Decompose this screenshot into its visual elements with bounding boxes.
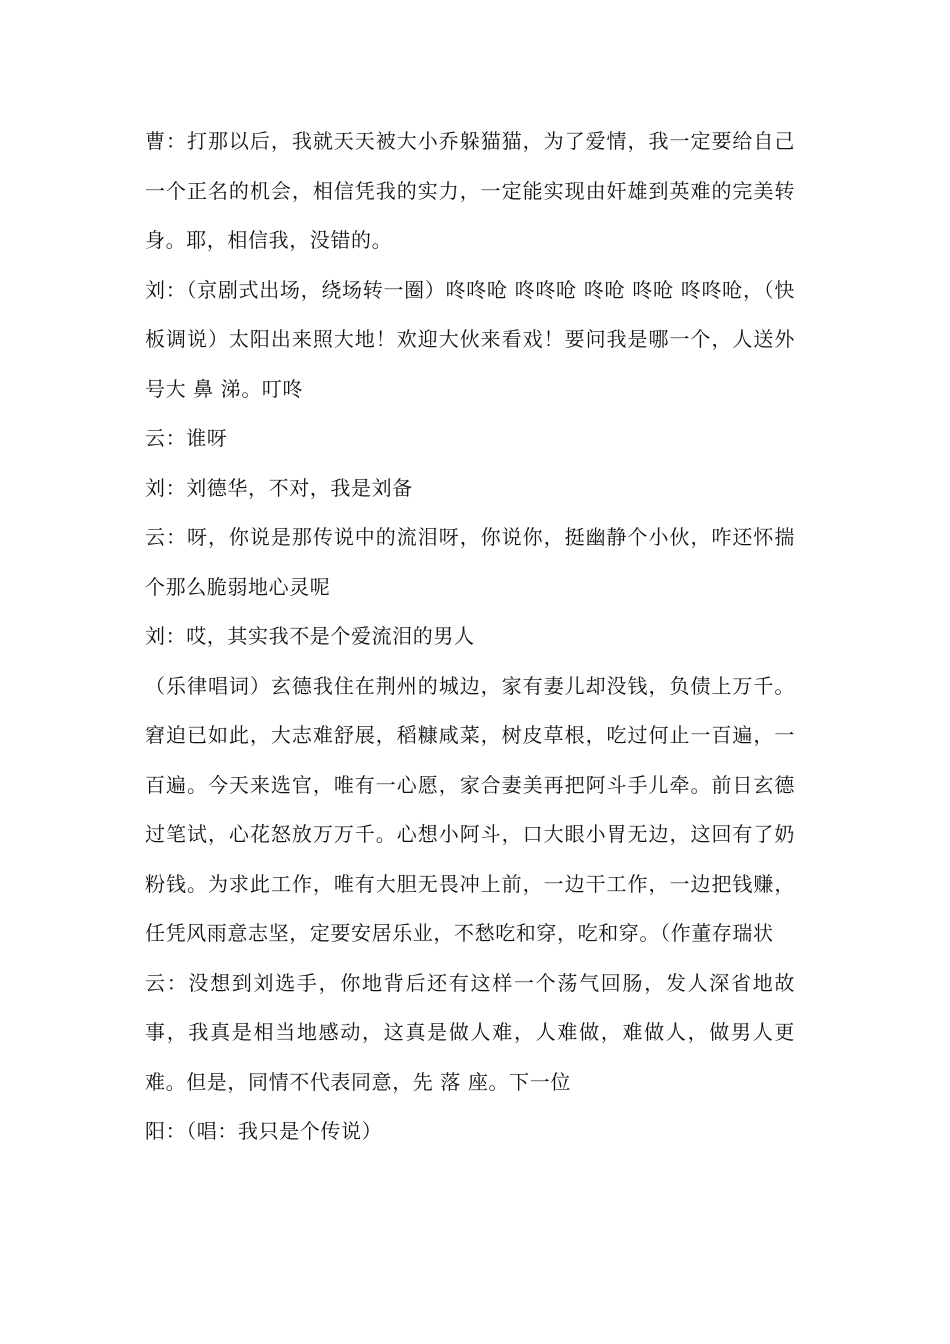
- line-yang-1: 阳：（唱：我只是个传说）: [145, 1119, 383, 1143]
- line-liu-3: 刘：哎，其实我不是个爱流泪的男人: [145, 624, 475, 648]
- line-liu-1: 刘：（京剧式出场，绕场转一圈）咚咚呛 咚咚呛 咚呛 咚呛 咚咚呛，（快板调说）太阳出来照大地！欢迎大伙来看戏！要问我是哪一个，人送外号大 鼻 涕。叮咚: [145, 277, 795, 401]
- line-yun-1: 云：谁呀: [145, 426, 228, 450]
- line-yun-2: 云：呀，你说是那传说中的流泪呀，你说你，挺幽静个小伙，咋还怀揣个那么脆弱地心灵呢: [145, 525, 795, 599]
- script-body: [145, 117, 795, 1157]
- line-cao-1: 曹：打那以后，我就天天被大小乔躲猫猫，为了爱情，我一定要给自己一个正名的机会，相信凭我的实力，一定能实现由奸雄到英难的完美转身。耶，相信我，没错的。: [145, 129, 795, 252]
- lyrics-paragraph: （乐律唱词）玄德我住在荆州的城边，家有妻儿却没钱，负债上万千。窘迫已如此，大志难舒展，稻糠咸菜，树皮草根，吃过何止一百遍，一百遍。今天来选官，唯有一心愿，家合妻美再把阿斗手儿牵。前日玄德过笔试，心花怒放万万千。心想小阿斗，口大眼小胃无边，这回有了奶粉钱。为求此工作，唯有大胆无畏冲上前，一边干工作，一边把钱赚，任凭风雨意志坚，定要安居乐业，不愁吃和穿，吃和穿。（作董存瑞状: [145, 673, 795, 945]
- line-yun-3: 云：没想到刘选手，你地背后还有这样一个荡气回肠，发人深省地故事，我真是相当地感动，这真是做人难，人难做，难做人，做男人更难。但是，同情不代表同意，先 落 座。下一位: [145, 970, 795, 1094]
- line-liu-2: 刘：刘德华，不对，我是刘备: [145, 475, 413, 500]
